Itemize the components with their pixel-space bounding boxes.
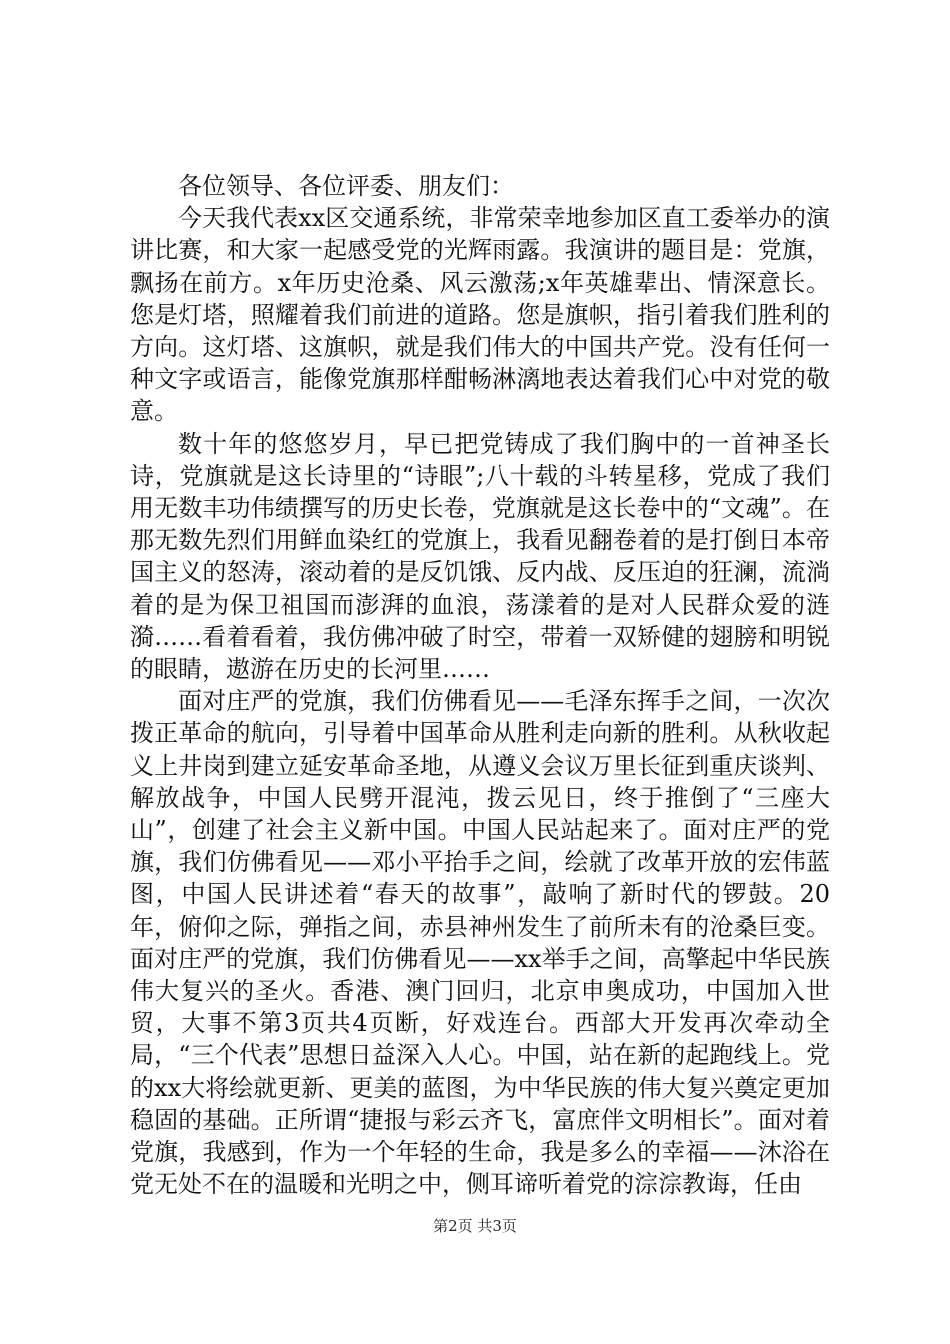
paragraph-salutation: 各位领导、各位评委、朋友们： [178,172,514,200]
paragraph-2: 数十年的悠悠岁月，早已把党铸成了我们胸中的一首神圣长诗，党旗就是这长诗里的“诗眼”;八十载的斗转星移，党成了我们用无数丰功伟绩撰写的历史长卷，党旗就是这长卷中的“文魂”。在那无数先烈们用鲜血染红的党旗上，我看见翻卷着的是打倒日本帝国主义的怒涛，滚动着的是反饥饿、反内战、反压迫的狂澜，流淌着的是为保卫祖国而澎湃的血浪，荡漾着的是对人民群众爱的涟漪……看着看着，我仿佛冲破了时空，带着一双矫健的翅膀和明锐的眼睛，遨游在历史的长河里…… [130,429,830,684]
page-footer: 第2页 共3页 [433,1217,517,1235]
paragraph-3: 面对庄严的党旗，我们仿佛看见——毛泽东挥手之间，一次次拨正革命的航向，引导着中国革命从胜利走向新的胜利。从秋收起义上井岗到建立延安革命圣地，从遵义会议万里长征到重庆谈判、解放战争，中国人民劈开混沌，拨云见日，终于推倒了“三座大山”，创建了社会主义新中国。中国人民站起来了。面对庄严的党旗，我们仿佛看见——邓小平抬手之间，绘就了改革开放的宏伟蓝图，中国人民讲述着“春天的故事”，敲响了新时代的锣鼓。20年，俯仰之际，弹指之间，赤县神州发生了前所未有的沧桑巨变。面对庄严的党旗，我们仿佛看见——xx举手之间，高擎起中华民族伟大复兴的圣火。香港、澳门回归，北京申奥成功，中国加入世贸，大事不第3页共4页断，好戏连台。西部大开发再次牵动全局，“三个代表”思想日益深入人心。中国，站在新的起跑线上。党的xx大将绘就更新、更美的蓝图，为中华民族的伟大复兴奠定更加稳固的基础。正所谓“捷报与彩云齐飞，富庶伴文明相长”。面对着党旗，我感到，作为一个年轻的生命，我是多么的幸福——沐浴在党无处不在的温暖和光明之中，侧耳谛听着党的淙淙教诲，任由 [130,687,830,1199]
body-text [130,170,830,1201]
paragraph-1: 今天我代表xx区交通系统，非常荣幸地参加区直工委举办的演讲比赛，和大家一起感受党的光辉雨露。我演讲的题目是：党旗，飘扬在前方。x年历史沧桑、风云激荡;x年英雄辈出、情深意长。您是灯塔，照耀着我们前进的道路。您是旗帜，指引着我们胜利的方向。这灯塔、这旗帜，就是我们伟大的中国共产党。没有任何一种文字或语言，能像党旗那样酣畅淋漓地表达着我们心中对党的敬意。 [130,204,830,426]
